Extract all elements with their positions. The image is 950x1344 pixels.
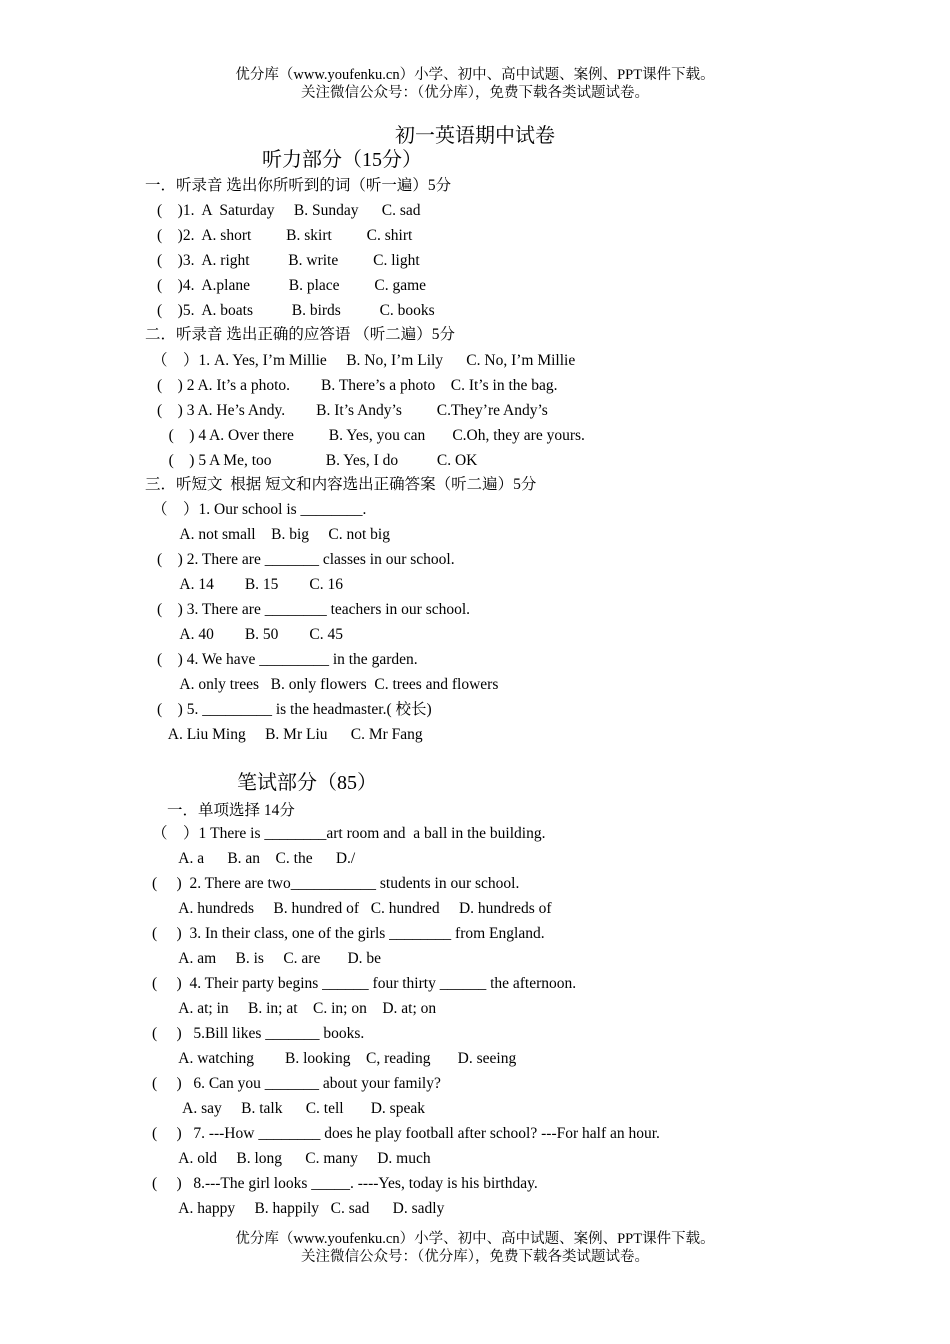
written-question: ( ) 4. Their party begins ______ four thirty ______ the afternoon. xyxy=(152,975,577,992)
listening-part1-item: ( )4. A.plane B. place C. game xyxy=(157,277,427,294)
listening-part3-question: ( ) 2. There are _______ classes in our school. xyxy=(157,551,455,568)
written-options: A. hundreds B. hundred of C. hundred D. hundreds of xyxy=(152,900,552,917)
written-options: A. say B. talk C. tell D. speak xyxy=(152,1100,425,1117)
listening-part3-title: 三．听短文 根据 短文和内容选出正确答案（听二遍）5分 xyxy=(145,476,537,493)
listening-part2-item: （ ）1. A. Yes, I’m Millie B. No, I’m Lily C. No, I’m Millie xyxy=(152,352,576,369)
listening-part3-options: A. 14 B. 15 C. 16 xyxy=(157,576,344,593)
written-options: A. old B. long C. many D. much xyxy=(152,1150,431,1167)
listening-part2-item: ( ) 3 A. He’s Andy. B. It’s Andy’s C.They’re Andy’s xyxy=(157,402,548,419)
written-question: （ ）1 There is ________art room and a ball in the building. xyxy=(152,825,546,842)
page-title: 初一英语期中试卷 xyxy=(395,125,555,147)
footer-line-2: 关注微信公众号：（优分库），免费下载各类试题试卷。 xyxy=(301,1249,649,1265)
written-question: ( ) 8.---The girl looks _____. ----Yes, today is his birthday. xyxy=(152,1175,538,1192)
listening-part3-question: ( ) 4. We have _________ in the garden. xyxy=(157,651,418,668)
written-question: ( ) 6. Can you _______ about your family? xyxy=(152,1075,441,1092)
written-options: A. am B. is C. are D. be xyxy=(152,950,382,967)
written-options: A. happy B. happily C. sad D. sadly xyxy=(152,1200,445,1217)
written-options: A. at; in B. in; at C. in; on D. at; on xyxy=(152,1000,437,1017)
written-question: ( ) 2. There are two___________ students in our school. xyxy=(152,875,520,892)
listening-part3-options: A. Liu Ming B. Mr Liu C. Mr Fang xyxy=(157,726,423,743)
listening-part1-title: 一．听录音 选出你所听到的词（听一遍）5分 xyxy=(145,177,452,194)
written-question: ( ) 3. In their class, one of the girls ________ from England. xyxy=(152,925,545,942)
written-question: ( ) 5.Bill likes _______ books. xyxy=(152,1025,365,1042)
listening-part2-title: 二．听录音 选出正确的应答语 （听二遍）5分 xyxy=(145,326,456,343)
footer-line-1: 优分库（www.youfenku.cn）小学、初中、高中试题、案例、PPT课件下载。 xyxy=(235,1231,715,1247)
written-options: A. a B. an C. the D./ xyxy=(152,850,356,867)
listening-part3-question: ( ) 3. There are ________ teachers in our school. xyxy=(157,601,471,618)
listening-part2-item: ( ) 4 A. Over there B. Yes, you can C.Oh, they are yours. xyxy=(157,427,585,444)
listening-part2-item: ( ) 5 A Me, too B. Yes, I do C. OK xyxy=(157,452,478,469)
written-section1-title: 一．单项选择 14分 xyxy=(167,802,295,819)
listening-part3-options: A. 40 B. 50 C. 45 xyxy=(157,626,344,643)
header-line-1: 优分库（www.youfenku.cn）小学、初中、高中试题、案例、PPT课件下载。 xyxy=(235,67,715,83)
listening-part3-options: A. not small B. big C. not big xyxy=(157,526,390,543)
listening-part2-item: ( ) 2 A. It’s a photo. B. There’s a photo C. It’s in the bag. xyxy=(157,377,558,394)
listening-part1-item: ( )2. A. short B. skirt C. shirt xyxy=(157,227,413,244)
listening-part1-item: ( )5. A. boats B. birds C. books xyxy=(157,302,435,319)
written-question: ( ) 7. ---How ________ does he play football after school? ---For half an hour. xyxy=(152,1125,660,1142)
listening-part1-item: ( )3. A. right B. write C. light xyxy=(157,252,420,269)
written-heading: 笔试部分（85） xyxy=(237,772,377,794)
header-line-2: 关注微信公众号：（优分库），免费下载各类试题试卷。 xyxy=(301,85,649,101)
listening-part1-item: ( )1. A Saturday B. Sunday C. sad xyxy=(157,202,421,219)
listening-part3-options: A. only trees B. only flowers C. trees and flowers xyxy=(157,676,499,693)
listening-part3-question: （ ）1. Our school is ________. xyxy=(152,501,367,518)
listening-part3-question: ( ) 5. _________ is the headmaster.( 校长) xyxy=(157,701,432,718)
written-options: A. watching B. looking C, reading D. seeing xyxy=(152,1050,517,1067)
listening-heading: 听力部分（15分） xyxy=(262,149,422,171)
